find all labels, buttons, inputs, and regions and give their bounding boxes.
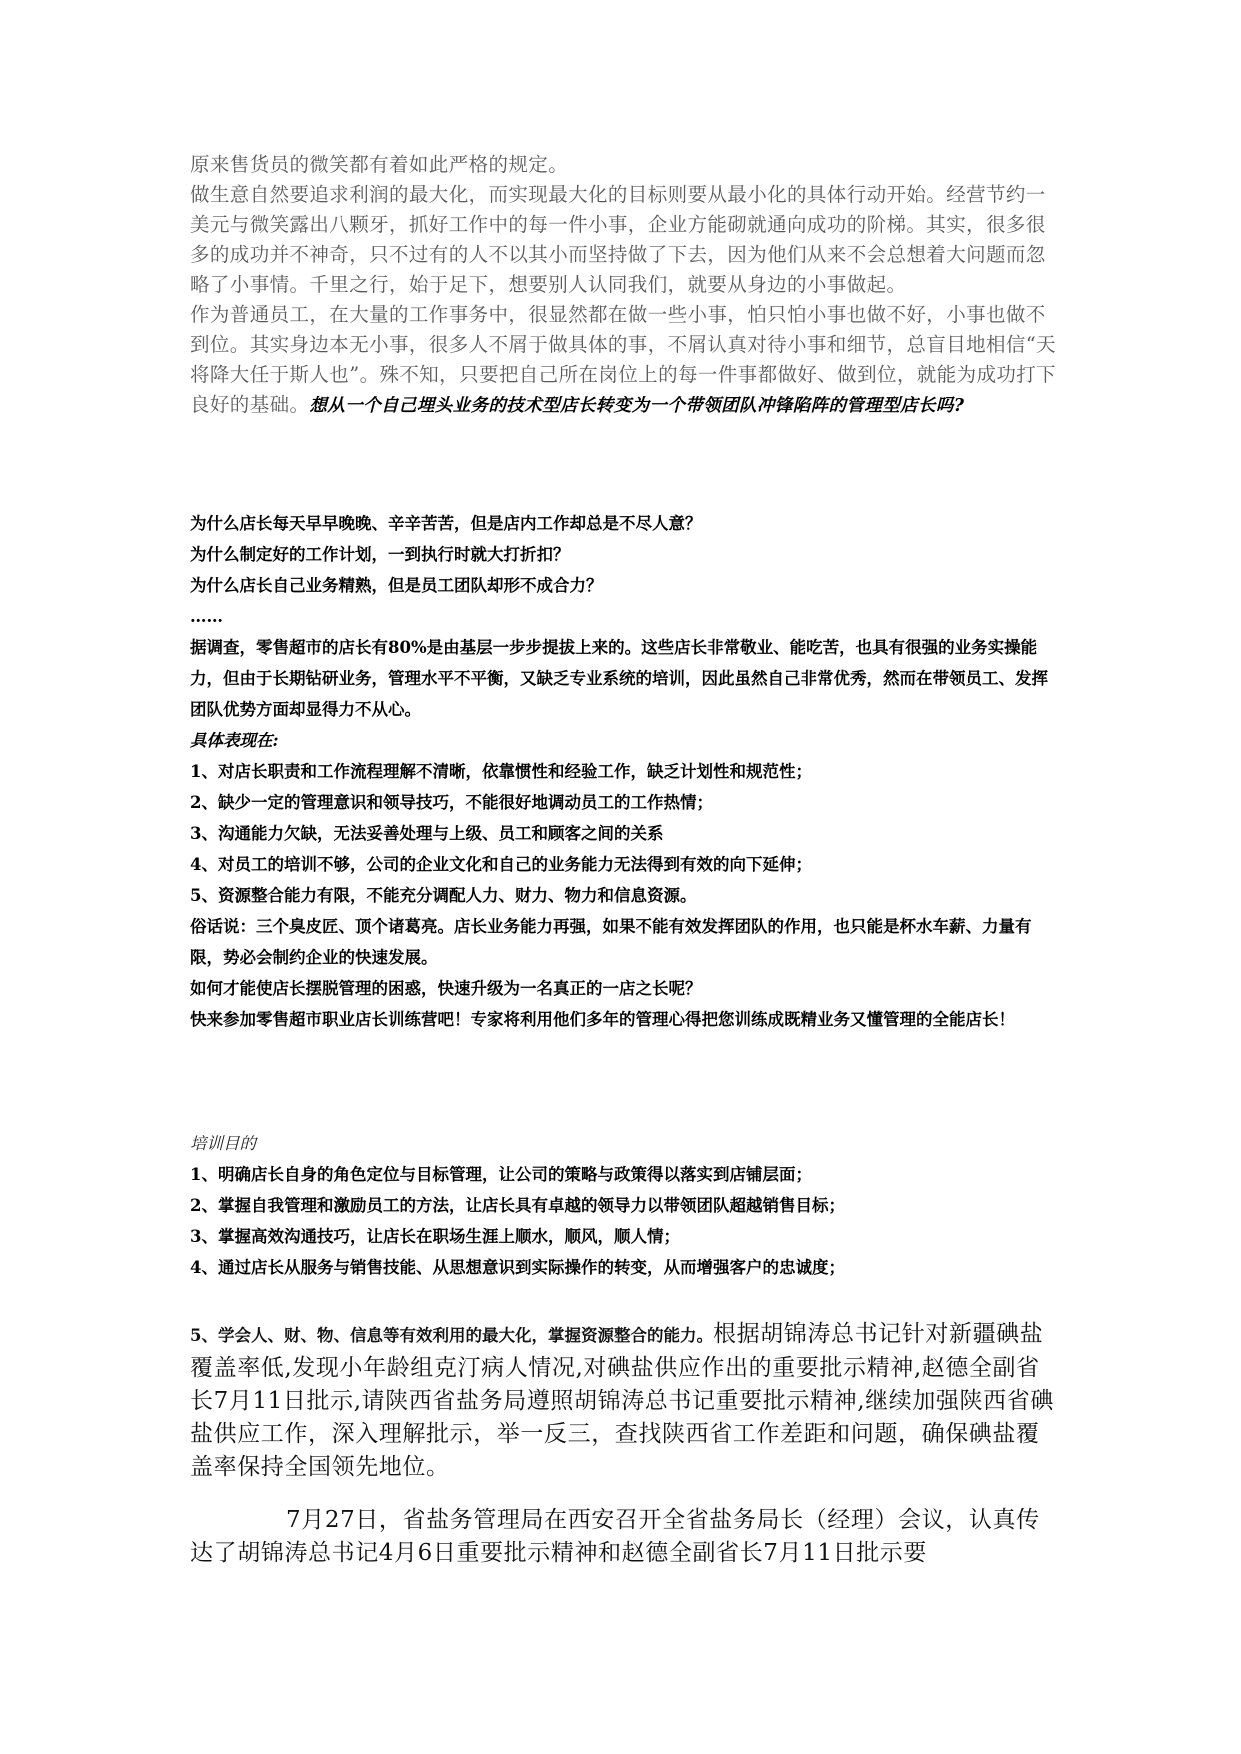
paragraph-spacer — [190, 1484, 1060, 1504]
question-3: 为什么店长自己业务精熟，但是员工团队却形不成合力？ — [190, 576, 603, 595]
question-1: 为什么店长每天早早晚晚、辛辛苦苦，但是店内工作却总是不尽人意？ — [190, 514, 702, 533]
goal-item-4: 4、通过店长从服务与销售技能、从思想意识到实际操作的转变，从而增强客户的忠诚度； — [190, 1258, 845, 1277]
intro-section — [190, 150, 1060, 421]
salt-bureau-section — [190, 1318, 1060, 1570]
how-paragraph: 如何才能使店长摆脱管理的困惑，快速升级为一名真正的一店之长呢？ — [190, 979, 702, 998]
problem-item-4: 4、对员工的培训不够，公司的企业文化和自己的业务能力无法得到有效的向下延伸； — [190, 855, 812, 874]
goal-item-5: 5、学会人、财、物、信息等有效利用的最大化，掌握资源整合的能力。 — [190, 1326, 713, 1345]
problem-item-3: 3、沟通能力欠缺，无法妥善处理与上级、员工和顾客之间的关系 — [190, 824, 664, 843]
intro-paragraph-3-text: 作为普通员工，在大量的工作事务中，很显然都在做一些小事，怕只怕小事也做不好，小事也做不到位。其实身边本无小事，很多人不屑于做具体的事，不屑认真对待小事和细节，总盲目地相信“天将降大任于斯人也”。殊不知，只要把自己所在岗位上的每一件事都做好、做到位，就能为成功打下良好的基础。 — [190, 303, 1057, 416]
intro-paragraph-3 — [190, 300, 1060, 421]
manager-question: 想从一个自己埋头业务的技术型店长转变为一个带领团队冲锋陷阵的管理型店长吗? — [309, 396, 965, 416]
specific-heading: 具体表现在: — [190, 731, 279, 750]
problem-item-2: 2、缺少一定的管理意识和领导技巧，不能很好地调动员工的工作热情； — [190, 793, 713, 812]
training-goals-heading: 培训目的 — [190, 1134, 256, 1153]
intro-paragraph-2: 做生意自然要追求利润的最大化，而实现最大化的目标则要从最小化的具体行动开始。经营节约一美元与微笑露出八颗牙，抓好工作中的每一件小事，企业方能砌就通向成功的阶梯。其实，很多很多的成功并不神奇，只不过有的人不以其小而坚持做了下去，因为他们从来不会总想着大问题而忽略了小事情。千里之行，始于足下，想要别人认同我们，就要从身边的小事做起。 — [190, 183, 1046, 296]
training-goals-section — [190, 1128, 1060, 1283]
question-2: 为什么制定好的工作计划，一到执行时就大打折扣？ — [190, 545, 570, 564]
saying-paragraph: 俗话说：三个臭皮匠、顶个诸葛亮。店长业务能力再强，如果不能有效发挥团队的作用，也只能是杯水车薪、力量有限，势必会制约企业的快速发展。 — [190, 917, 1032, 967]
ellipsis: …… — [190, 607, 223, 626]
salt-paragraph-1 — [190, 1318, 1060, 1484]
goal-item-2: 2、掌握自我管理和激励员工的方法，让店长具有卓越的领导力以带领团队超越销售目标； — [190, 1196, 845, 1215]
goal-item-3: 3、掌握高效沟通技巧，让店长在职场生涯上顺水，顺风，顺人情； — [190, 1227, 680, 1246]
problem-item-1: 1、对店长职责和工作流程理解不清晰，依靠惯性和经验工作，缺乏计划性和规范性； — [190, 762, 812, 781]
intro-paragraph-1: 原来售货员的微笑都有着如此严格的规定。 — [190, 153, 569, 176]
invite-paragraph: 快来参加零售超市职业店长训练营吧！专家将利用他们多年的管理心得把您训练成既精业务又懂管理的全能店长！ — [190, 1010, 1015, 1029]
survey-paragraph: 据调查，零售超市的店长有80%是由基层一步步提拔上来的。这些店长非常敬业、能吃苦，也具有很强的业务实操能力，但由于长期钻研业务，管理水平不平衡，又缺乏专业系统的培训，因此虽然自己非常优秀，然而在带领员工、发挥团队优势方面却显得力不从心。 — [190, 638, 1048, 719]
salt-paragraph-2: 7月27日，省盐务管理局在西安召开全省盐务局长（经理）会议，认真传达了胡锦涛总书记4月6日重要批示精神和赵德全副省长7月11日批示要 — [190, 1507, 1040, 1566]
salt-paragraph-1-text: 根据胡锦涛总书记针对新疆碘盐覆盖率低,发现小年龄组克汀病人情况,对碘盐供应作出的重要批示精神,赵德全副省长7月11日批示,请陕西省盐务局遵照胡锦涛总书记重要批示精神,继续加强陕西省碘盐供应工作，深入理解批示，举一反三，查找陕西省工作差距和问题，确保碘盐覆盖率保持全国领先地位。 — [190, 1321, 1054, 1480]
problem-item-5: 5、资源整合能力有限，不能充分调配人力、财力、物力和信息资源。 — [190, 886, 697, 905]
store-manager-section — [190, 508, 1060, 1035]
goal-item-1: 1、明确店长自身的角色定位与目标管理，让公司的策略与政策得以落实到店铺层面； — [190, 1165, 812, 1184]
